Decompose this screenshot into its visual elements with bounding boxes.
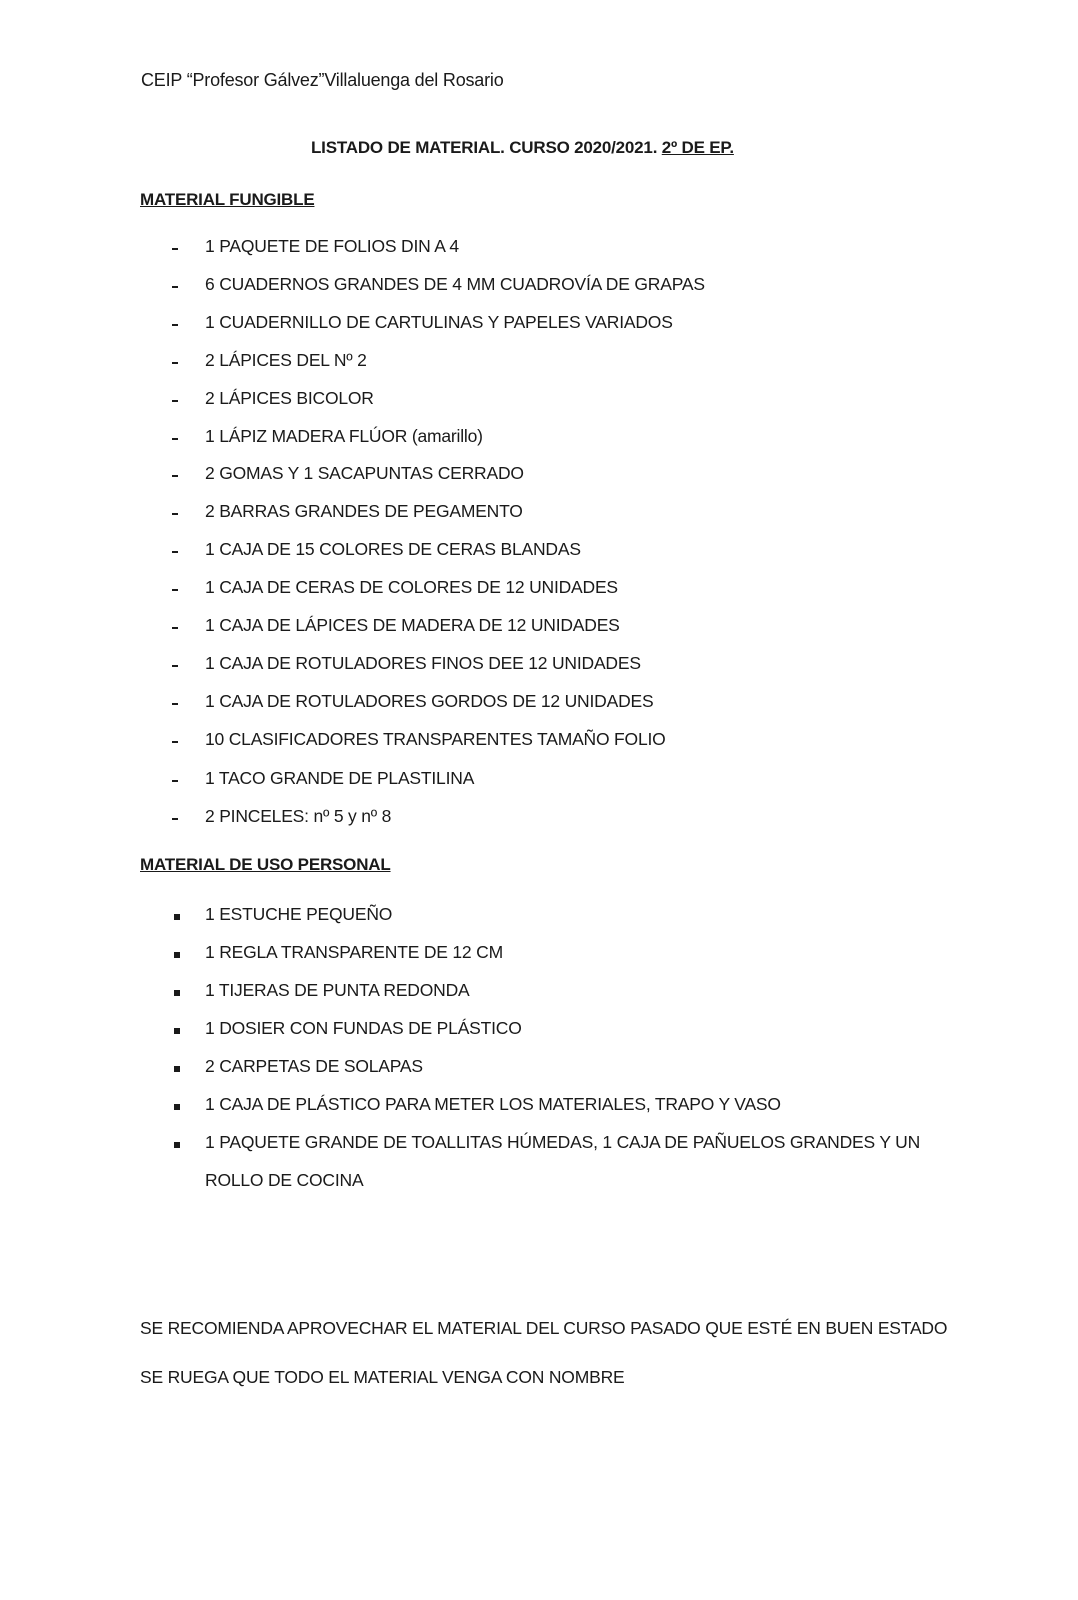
list-item-label: 6 CUADERNOS GRANDES DE 4 MM CUADROVÍA DE GRAPAS bbox=[205, 274, 705, 294]
dash-bullet bbox=[172, 818, 178, 820]
footer-note-name-request: SE RUEGA QUE TODO EL MATERIAL VENGA CON NOMBRE bbox=[140, 1367, 625, 1387]
dash-bullet bbox=[172, 438, 178, 440]
list-item-label: 2 GOMAS Y 1 SACAPUNTAS CERRADO bbox=[205, 463, 524, 483]
title-main: LISTADO DE MATERIAL. CURSO 2020/2021. bbox=[311, 138, 662, 157]
list-item-label: 1 ESTUCHE PEQUEÑO bbox=[205, 904, 393, 924]
list-item-label: 1 CAJA DE 15 COLORES DE CERAS BLANDAS bbox=[205, 539, 581, 559]
square-bullet bbox=[174, 1142, 180, 1148]
dash-bullet bbox=[172, 703, 178, 705]
title-grade: 2º DE EP. bbox=[661, 138, 734, 157]
square-bullet bbox=[174, 1066, 180, 1072]
square-bullet bbox=[174, 1028, 180, 1034]
list-item-label: 2 CARPETAS DE SOLAPAS bbox=[205, 1056, 423, 1076]
dash-bullet bbox=[172, 475, 178, 477]
square-bullet bbox=[174, 990, 180, 996]
list-item-label: 1 PAQUETE DE FOLIOS DIN A 4 bbox=[205, 236, 459, 256]
dash-bullet bbox=[172, 513, 178, 515]
dash-bullet bbox=[172, 780, 178, 782]
dash-bullet bbox=[172, 589, 178, 591]
list-item-label: 1 TACO GRANDE DE PLASTILINA bbox=[205, 768, 475, 788]
list-item-label: 1 CAJA DE CERAS DE COLORES DE 12 UNIDADES bbox=[205, 577, 618, 597]
list-item-label: 10 CLASIFICADORES TRANSPARENTES TAMAÑO FOLIO bbox=[205, 729, 666, 749]
square-bullet bbox=[174, 914, 180, 920]
list-item-label: 1 PAQUETE GRANDE DE TOALLITAS HÚMEDAS, 1 CAJA DE PAÑUELOS GRANDES Y UN ROLLO DE COCINA bbox=[205, 1132, 921, 1190]
section-heading-personal: MATERIAL DE USO PERSONAL bbox=[140, 855, 391, 874]
square-bullet bbox=[174, 1104, 180, 1110]
dash-bullet bbox=[172, 741, 178, 743]
dash-bullet bbox=[172, 362, 178, 364]
dash-bullet bbox=[172, 400, 178, 402]
list-item-label: 1 REGLA TRANSPARENTE DE 12 CM bbox=[205, 942, 503, 962]
square-bullet bbox=[174, 952, 180, 958]
list-item-label: 2 LÁPICES DEL Nº 2 bbox=[205, 350, 367, 370]
list-item-label: 1 CAJA DE LÁPICES DE MADERA DE 12 UNIDADES bbox=[205, 615, 620, 635]
school-name: CEIP “Profesor Gálvez”Villaluenga del Rosario bbox=[141, 70, 504, 90]
dash-bullet bbox=[172, 248, 178, 250]
list-item-label: 1 CUADERNILLO DE CARTULINAS Y PAPELES VARIADOS bbox=[205, 312, 673, 332]
section-heading-fungible: MATERIAL FUNGIBLE bbox=[140, 190, 315, 209]
list-item-label: 2 BARRAS GRANDES DE PEGAMENTO bbox=[205, 501, 523, 521]
list-item-label: 1 TIJERAS DE PUNTA REDONDA bbox=[205, 980, 470, 1000]
dash-bullet bbox=[172, 551, 178, 553]
dash-bullet bbox=[172, 665, 178, 667]
footer-note-recommendation: SE RECOMIENDA APROVECHAR EL MATERIAL DEL CURSO PASADO QUE ESTÉ EN BUEN ESTADO bbox=[140, 1318, 948, 1338]
list-item-label: 1 CAJA DE PLÁSTICO PARA METER LOS MATERIALES, TRAPO Y VASO bbox=[205, 1094, 781, 1114]
list-item-label: 2 PINCELES: nº 5 y nº 8 bbox=[205, 806, 392, 826]
list-item-label: 1 DOSIER CON FUNDAS DE PLÁSTICO bbox=[205, 1018, 522, 1038]
document-title bbox=[311, 138, 734, 158]
list-item-label: 2 LÁPICES BICOLOR bbox=[205, 388, 374, 408]
dash-bullet bbox=[172, 627, 178, 629]
list-item-label: 1 CAJA DE ROTULADORES FINOS DEE 12 UNIDADES bbox=[205, 653, 641, 673]
dash-bullet bbox=[172, 324, 178, 326]
list-item-label: 1 LÁPIZ MADERA FLÚOR (amarillo) bbox=[205, 426, 483, 446]
dash-bullet bbox=[172, 286, 178, 288]
list-item-label: 1 CAJA DE ROTULADORES GORDOS DE 12 UNIDADES bbox=[205, 691, 654, 711]
